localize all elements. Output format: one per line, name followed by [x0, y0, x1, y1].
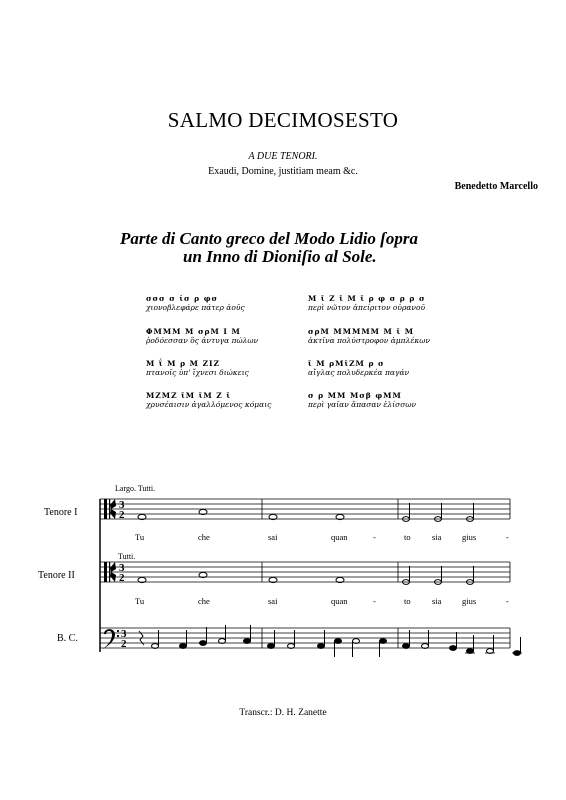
tempo-marking-tenore-2: Tutti. [118, 552, 136, 561]
lyric-hyphen: - [373, 596, 376, 606]
lyric-hyphen: - [506, 596, 509, 606]
lyric-syllable: sai [268, 532, 278, 542]
greek-notation: Μ ΐ Μ ρ Μ ΖΙΖ [146, 359, 221, 368]
lyric-syllable: quan [331, 532, 348, 542]
greek-text: χιονοβλεφάρε πάτερ ἀοῦς [146, 303, 245, 312]
time-signature-top: 3 [119, 499, 125, 511]
lyric-syllable: quan [331, 596, 348, 606]
staff-tenore-1 [100, 499, 510, 519]
greek-text: περὶ γαῖαν ἅπασαν ἑλίσσων [308, 400, 417, 409]
staff-basso-continuo [100, 628, 510, 648]
time-signature-bottom: 2 [121, 638, 127, 650]
greek-notation: Μ ῑ Ζ ῑ Μ ῑ ρ φ σ ρ ρ σ [308, 294, 426, 303]
bass-clef [103, 629, 119, 649]
staff-name-basso-continuo: B. C. [57, 633, 78, 644]
greek-text: ῥοδόεσσαν ὃς ἀντυγα πώλων [146, 336, 259, 345]
time-signature-bottom: 2 [119, 509, 125, 521]
lyric-syllable: che [198, 596, 210, 606]
time-signature-bottom: 2 [119, 572, 125, 584]
tempo-marking-tenore-1: Largo. Tutti. [115, 484, 156, 493]
lyric-syllable: to [404, 532, 411, 542]
subtitle: A DUE TENORI. [248, 151, 318, 162]
greek-notation: σ ρ ΜΜ Μσβ φΜΜ [308, 391, 402, 400]
greek-text: περὶ νῶτον ἀπείριτον οὐρανοῦ [308, 303, 426, 312]
staff-tenore-2 [100, 562, 510, 582]
barlines [262, 499, 510, 648]
greek-notation: ῑ Μ ρΜῑΖΜ ρ σ [308, 359, 385, 368]
historical-caption-line-2: un Inno di Dioniſio al Sole. [183, 247, 377, 266]
lyric-hyphen: - [506, 532, 509, 542]
lyric-syllable: to [404, 596, 411, 606]
staff-name-tenore-2: Tenore II [38, 570, 75, 581]
composer-name: Benedetto Marcello [454, 181, 538, 192]
notes-basso-continuo [139, 625, 522, 657]
lyric-syllable: sia [432, 596, 442, 606]
page-title: SALMO DECIMOSESTO [167, 108, 399, 132]
time-signature-top: 3 [119, 562, 125, 574]
greek-notation: ΜΖΜΖ ῑΜ ῑΜ Ζ ῑ [146, 391, 231, 400]
greek-notation: σρΜ ΜΜΜΜΜ Μ ῑ Μ [308, 327, 415, 336]
greek-text: αἴγλας πολυδερκέα παγάν [308, 368, 410, 377]
historical-caption-line-1: Parte di Canto greco del Modo Lidio ſopra [120, 229, 418, 248]
time-signature-top: 3 [121, 628, 127, 640]
lyric-hyphen: - [373, 532, 376, 542]
greek-text: χρυσέαισιν ἀγαλλόμενος κόμαις [146, 400, 272, 409]
lyric-syllable: Tu [135, 596, 145, 606]
transcriber-credit: Transcr.: D. H. Zanette [239, 708, 327, 718]
lyric-syllable: Tu [135, 532, 145, 542]
lyric-syllable: sai [268, 596, 278, 606]
greek-notation: σσσ σ ι̇σ ρ φσ [146, 294, 219, 303]
lyric-syllable: gius [462, 596, 477, 606]
lyric-syllable: gius [462, 532, 477, 542]
staff-name-tenore-1: Tenore I [44, 507, 78, 518]
lyric-syllable: sia [432, 532, 442, 542]
greek-notation: ΦΜΜΜ Μ σρΜ Ι Μ [146, 327, 241, 336]
greek-text: πτανοῖς ὑπ' ἴχνεσι διώκεις [146, 368, 249, 377]
greek-text: ἀκτῖνα πολύστροφον ἀμπλέκων [308, 336, 430, 345]
lyric-syllable: che [198, 532, 210, 542]
incipit-text: Exaudi, Domine, justitiam meam &c. [208, 166, 358, 177]
